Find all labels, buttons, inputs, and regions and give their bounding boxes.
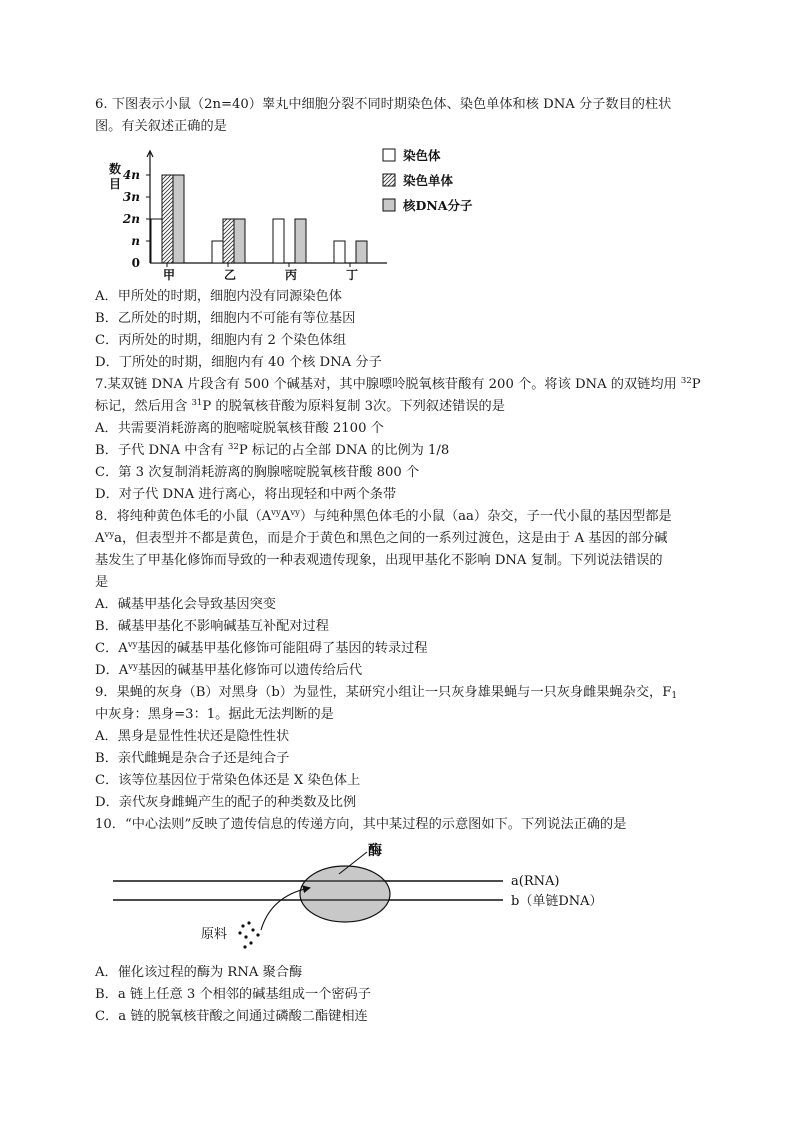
bar-染色体-甲: [151, 219, 162, 263]
strand-a-label: a(RNA): [511, 874, 560, 889]
q8-stem-line1: 8．将纯种黄色体毛的小鼠$(A^{vy}A^{vy})$与纯种黑色体毛的小鼠（aa）杂交，子一代小鼠的基因型都是: [95, 508, 672, 524]
material-dots: [238, 921, 259, 948]
q9-stem-line2: 中灰身：黑身=3：1。据此无法判断的是: [95, 707, 334, 722]
q6-option-a: A．甲所处的时期，细胞内没有同源染色体: [95, 289, 342, 304]
q7-stem-line2: 标记，然后用含 $^{31}$P 的脱氧核苷酸为原料复制 3次。下列叙述错误的是: [95, 398, 505, 414]
bar-核DNA分子-丙: [295, 219, 306, 263]
q10-option-c: C．a 链的脱氧核苷酸之间通过磷酸二酯键相连: [95, 1009, 368, 1024]
legend-label: 染色单体: [403, 173, 454, 188]
bar-染色体-丙: [273, 219, 284, 263]
q8-stem-line4: 是: [95, 575, 109, 590]
q7-stem-line1: 7.某双链 DNA 片段含有 500 个碱基对，其中腺嘌呤脱氧核苷酸有 200 个。将该 DNA 的双链均用 $^{32}$P: [95, 376, 701, 392]
x-tick-label: 丙: [284, 268, 298, 282]
x-tick-label: 乙: [223, 268, 237, 282]
q6-stem-line1: 6. 下图表示小鼠（2n=40）睾丸中细胞分裂不同时期染色体、染色单体和核 DNA 分子数目的柱状: [95, 97, 672, 112]
legend-label: 染色体: [403, 148, 441, 163]
bar-核DNA分子-甲: [173, 175, 184, 263]
q9-option-d: D．亲代灰身雌蝇产生的配子的种类数及比例: [95, 795, 357, 810]
y-tick-label: 2n: [122, 212, 140, 226]
q6-option-b: B．乙所处的时期，细胞内不可能有等位基因: [95, 311, 356, 326]
q8-stem-line2: $A^{vy}a$，但表型并不都是黄色，而是介于黄色和黑色之间的一系列过渡色，这是由于 A 基因的部分碱: [95, 530, 668, 546]
q7-option-a: A．共需要消耗游离的胞嘧啶脱氧核苷酸 2100 个: [95, 421, 384, 436]
y-tick-label: 0: [131, 256, 140, 270]
q10-option-b: B．a 链上任意 3 个相邻的碱基组成一个密码子: [95, 987, 371, 1002]
legend-swatch: [383, 199, 395, 211]
q6-bar-chart: [95, 143, 495, 283]
bar-染色单体-乙: [223, 219, 234, 263]
enzyme-ellipse: [300, 866, 390, 922]
y-tick-label: 4n: [122, 168, 140, 182]
q6-option-c: C．丙所处的时期，细胞内有 2 个染色体组: [95, 333, 347, 348]
q8-option-b: B．碱基甲基化不影响碱基互补配对过程: [95, 619, 329, 634]
q8-option-d: D．$A^{vy}$基因的碱基甲基化修饰可以遗传给后代: [95, 662, 363, 678]
enzyme-label: 酶: [368, 843, 382, 859]
q10-stem: 10．“中心法则”反映了遗传信息的传递方向，其中某过程的示意图如下。下列说法正确的是: [95, 817, 627, 832]
y-tick-label: 3n: [122, 190, 140, 204]
legend-swatch: [383, 174, 395, 186]
y-axis-label: 目: [108, 177, 122, 191]
q7-option-b: B．子代 DNA 中含有 $^{32}$P 标记的占全部 DNA 的比例为 1/8: [95, 442, 450, 458]
q7-option-d: D．对子代 DNA 进行离心，将出现轻和中两个条带: [95, 487, 397, 502]
x-tick-label: 丁: [345, 268, 359, 282]
q7-option-c: C．第 3 次复制消耗游离的胸腺嘧啶脱氧核苷酸 800 个: [95, 465, 420, 480]
bar-核DNA分子-丁: [356, 241, 367, 263]
q6-stem-line2: 图。有关叙述正确的是: [95, 119, 227, 134]
q8-stem-line3: 基发生了甲基化修饰而导致的一种表观遗传现象，出现甲基化不影响 DNA 复制。下列说法错误的: [95, 553, 663, 568]
q10-option-a: A．催化该过程的酶为 RNA 聚合酶: [95, 965, 303, 980]
q9-option-b: B．亲代雌蝇是杂合子还是纯合子: [95, 751, 290, 766]
bar-染色单体-甲: [162, 175, 173, 263]
y-tick-label: n: [131, 234, 140, 248]
legend-label: 核DNA分子: [403, 198, 473, 213]
legend-swatch: [383, 149, 395, 161]
q9-option-a: A．黑身是显性性状还是隐性性状: [95, 729, 290, 744]
q6-option-d: D．丁所处的时期，细胞内有 40 个核 DNA 分子: [95, 355, 382, 370]
material-label: 原料: [201, 927, 228, 942]
q8-option-c: C．$A^{vy}$基因的碱基甲基化修饰可能阻碍了基因的转录过程: [95, 640, 428, 656]
q9-option-c: C．该等位基因位于常染色体还是 X 染色体上: [95, 773, 361, 788]
y-axis-label: 数: [108, 162, 122, 176]
bar-核DNA分子-乙: [234, 219, 245, 263]
q10-transcription-diagram: [95, 838, 625, 960]
q9-stem-line1: 9．果蝇的灰身（B）对黑身（b）为显性，某研究小组让一只灰身雄果蝇与一只灰身雌果蝇杂交，$F_1$: [95, 685, 678, 701]
bar-染色体-丁: [334, 241, 345, 263]
q8-option-a: A．碱基甲基化会导致基因突变: [95, 597, 276, 612]
strand-b-label: b（单链DNA）: [511, 894, 603, 909]
bar-染色体-乙: [212, 241, 223, 263]
x-tick-label: 甲: [162, 268, 176, 282]
